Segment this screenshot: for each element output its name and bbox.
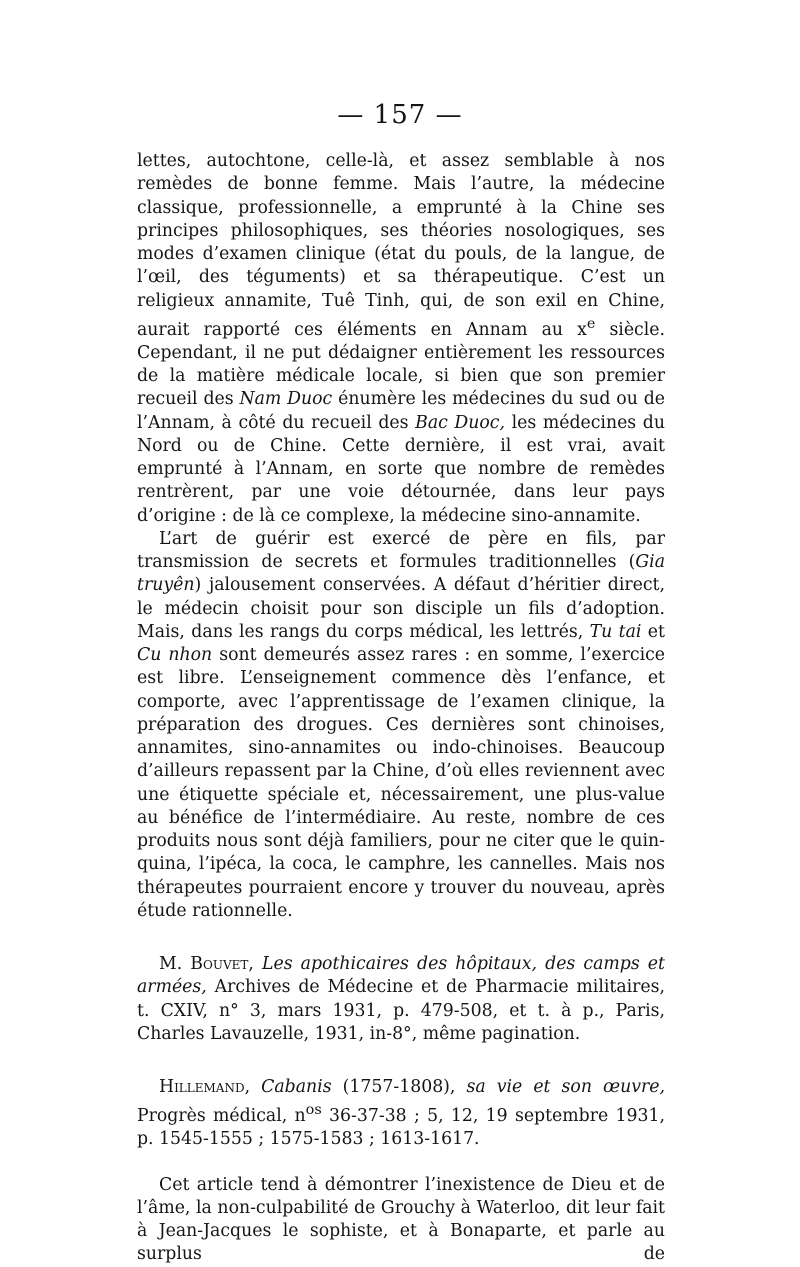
paragraph-medicine-classique: lettes, autochtone, celle-là, et assez semblable à nos remèdes de bonne femme. Mais l’autre, la médecine classique, professionnelle, a emprunté à la Chine ses principes philosophiques, ses théories nosologiques, ses modes d’examen clinique (état du pouls, de la langue, de l’œil, des téguments) et sa thérapeutique. C’est un religieux annamite, Tuê Tinh, qui, de son exil en Chine, aurait rapporté ces éléments en Annam au $x^e$ siècle. Cependant, il ne put dédaigner entièrement les ressources de la matière médicale locale, si bien que son premier recueil des Nam Duoc énumère les médecines du sud ou de l’Annam, à côté du recueil des Bac Duoc, les médecines du Nord ou de Chine. Cette dernière, il est vrai, avait emprunté à l’Annam, en sorte que nombre de remèdes rentrèrent, par une voie détournée, dans leur pays d’origine : de là ce complexe, la médecine sino-annamite.: [137, 151, 665, 526]
section-gap: [137, 1046, 665, 1076]
italic-nam-duoc: Nam Duoc: [239, 389, 333, 410]
reference-bouvet: M. Bouvet, Les apothicaires des hôpitaux, des camps et armées, Archives de Médecine et de Pharmacie militaires, t. CXIV, n° 3, mars 1931, p. 479-508, et t. à p., Paris, Charles Lavauzelle, 1931, in-8°, même pagination.: [137, 954, 665, 1044]
title-apothicaires: Les apothicaires des hôpitaux, des camps et armées,: [137, 954, 665, 998]
section-gap: [137, 1152, 665, 1174]
italic-tu-tai: Tu tai: [589, 621, 642, 642]
italic-cu-nhon: Cu nhon: [137, 645, 213, 666]
title-cabanis: Cabanis: [261, 1077, 332, 1098]
page-number: — 157 —: [337, 100, 463, 130]
italic-gia-truyen: Gia truyên: [137, 552, 665, 596]
italic-bac-duoc: Bac Duoc,: [415, 412, 505, 433]
subtitle-vie-oeuvre: sa vie et son œuvre,: [466, 1077, 665, 1098]
author-hillemand: Hillemand: [159, 1077, 245, 1098]
paragraph-article-summary: Cet article tend à démontrer l’inexistence de Dieu et de l’âme, la non-culpabilité de Grouchy à Waterloo, dit leur fait à Jean-Jacques le sophiste, et à Bonaparte, et parle au surplus de: [137, 1174, 665, 1265]
reference-hillemand: Hillemand, Cabanis (1757-1808), sa vie et son œuvre, Progrès médical, $n^{os}$ 36-37-38 ; 5, 12, 19 septembre 1931, p. 1545-1555 ; 1575-1583 ; 1613-1617.: [137, 1077, 665, 1150]
paragraph-art-de-guerir: L’art de guérir est exercé de père en fils, par transmission de secrets et formules traditionnelles (Gia truyên) jalousement conservées. A défaut d’héritier direct, le médecin choisit pour son disciple un fils d’adoption. Mais, dans les rangs du corps médical, les lettrés, Tu tai et Cu nhon sont demeurés assez rares : en somme, l’exercice est libre. L’enseignement commence dès l’enfance, et comporte, avec l’apprentissage de l’examen clinique, la préparation des drogues. Ces dernières sont chinoises, annamites, sino-annamites ou indo-chinoises. Beaucoup d’ailleurs repassent par la Chine, d’où elles reviennent avec une étiquette spéciale et, nécessairement, une plus-value au bénéfice de l’intermédiaire. Au reste, nombre de ces produits nous sont déjà familiers, pour ne citer que le quinquina, l’ipéca, la coca, le camphre, les cannelles. Mais nos thérapeutes pourraient encore y trouver du nouveau, après étude rationnelle.: [137, 528, 666, 921]
author-bouvet: Bouvet: [190, 954, 249, 975]
section-gap: [137, 923, 665, 953]
page-body: [137, 150, 665, 1267]
